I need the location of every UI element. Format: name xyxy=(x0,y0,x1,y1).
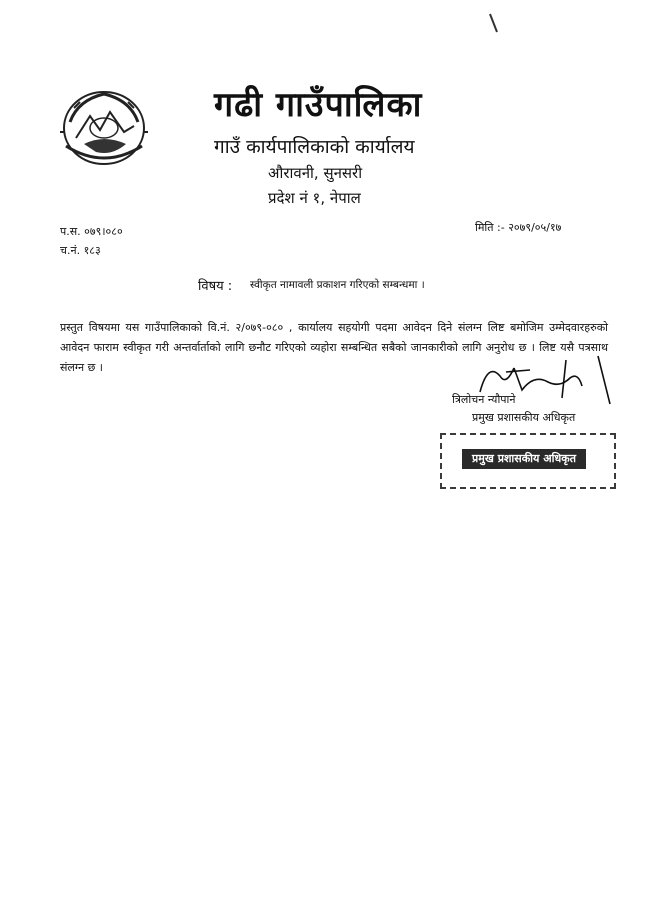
office-name: गाउँ कार्यपालिकाको कार्यालय xyxy=(214,136,415,158)
reference-cn: च.नं. १८३ xyxy=(60,244,101,257)
government-emblem-icon xyxy=(56,86,152,170)
stamp-text: प्रमुख प्रशासकीय अधिकृत xyxy=(462,449,586,469)
province-line: प्रदेश नं १, नेपाल xyxy=(268,189,361,207)
subject-text: स्वीकृत नामावली प्रकाशन गरिएको सम्बन्धमा । xyxy=(250,279,425,291)
signatory-title: प्रमुख प्रशासकीय अधिकृत xyxy=(472,411,576,424)
reference-ps: प.स. ०७९।०८० xyxy=(60,225,123,238)
letter-date: मिति :- २०७९/०५/१७ xyxy=(475,221,562,234)
margin-tick-mark xyxy=(489,12,498,34)
office-address: औरावनी, सुनसरी xyxy=(268,164,363,182)
subject-label: विषय : xyxy=(198,279,233,294)
official-stamp xyxy=(440,433,616,489)
organization-name: गढी गाउँपालिका xyxy=(214,85,423,125)
letter-body: प्रस्तुत विषयमा यस गाउँपालिकाको वि.नं. २/०७९-०८० , कार्यालय सहयोगी पदमा आवेदन दिने संलग्न लिष्ट बमोजिम उम्मेदवारहरुको आवेदन फाराम स्वीकृत गरी अन्तर्वार्ताको लागि छनौट गरिएको व्यहोरा सम्बन्धित सबैको जानकारीको लागि अनुरोध छ । लिष्ट यसै पत्रसाथ संलग्न छ । xyxy=(60,321,608,374)
signatory-name: त्रिलोचन न्यौपाने xyxy=(452,393,516,406)
